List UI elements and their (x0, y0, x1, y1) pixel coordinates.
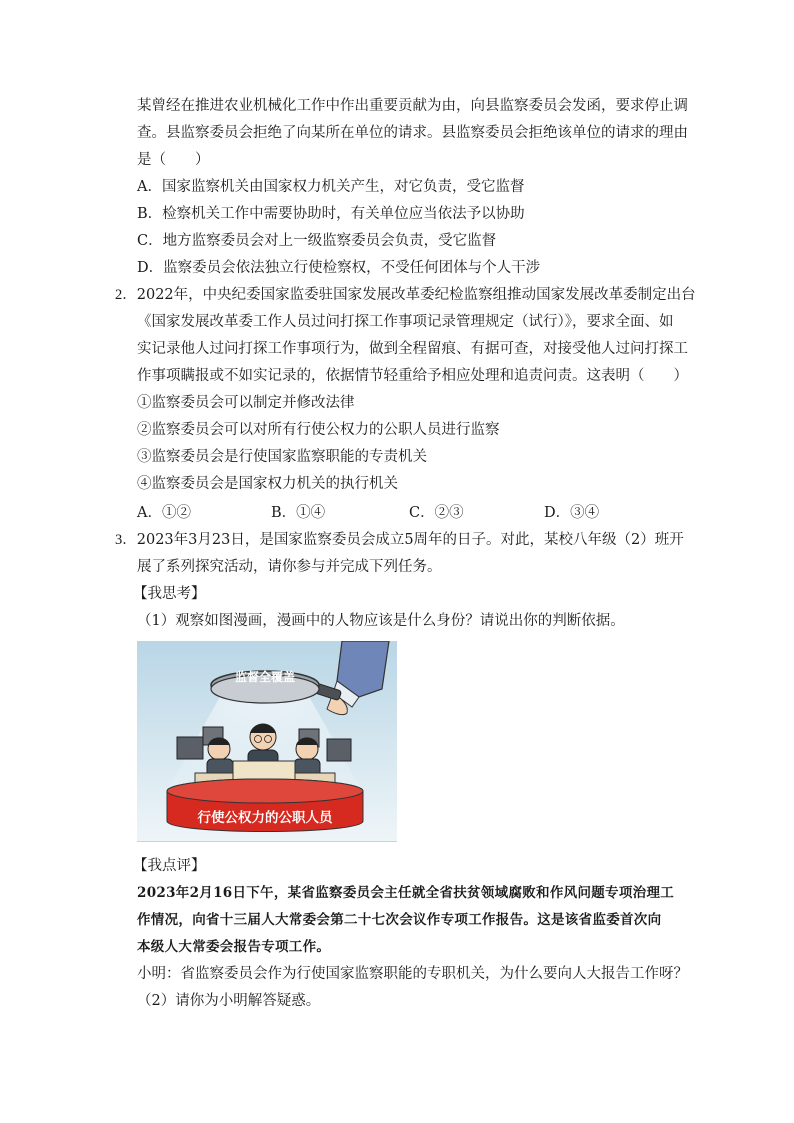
q3-number: 3． (115, 532, 137, 548)
q3-task-2: （2）请你为小明解答疑惑。 (137, 993, 321, 1009)
q1-option-c: C．地方监察委员会对上一级监察委员会负责，受它监督 (137, 233, 497, 249)
q3-stem-text-1: 2023年3月23日，是国家监察委员会成立5周年的日子。对此，某校八年级（2）班开 (136, 532, 684, 548)
q2-choice-c: C．②③ (409, 505, 464, 521)
q2-statement-1: ①监察委员会可以制定并修改法律 (137, 395, 355, 411)
supervision-cartoon (137, 641, 397, 842)
q3-task-1: （1）观察如图漫画，漫画中的人物应该是什么身份？请说出你的判断依据。 (137, 613, 625, 629)
q2-choices (137, 503, 607, 523)
q3-section-comment: 【我点评】 (133, 858, 206, 874)
q3-stem-line-1 (115, 530, 684, 550)
magnifier-text: 监督全覆盖 (234, 670, 296, 684)
q3-stem-line-2: 展了系列探究活动，请你参与并完成下列任务。 (137, 559, 442, 575)
q1-stem-line-2: 查。县监察委员会拒绝了向某所在单位的请求。县监察委员会拒绝该单位的请求的理由 (137, 125, 688, 141)
q3-xiaoming-question: 小明：省监察委员会作为行使国家监察职能的专职机关，为什么要向人大报告工作呀？ (137, 966, 688, 982)
q3-material-line-2: 作情况，向省十三届人大常委会第二十七次会议作专项工作报告。这是该省监委首次向 (137, 912, 662, 928)
q2-choice-a: A．①② (137, 505, 191, 521)
q2-choice-b: B．①④ (271, 505, 326, 521)
q3-section-think: 【我思考】 (133, 586, 206, 602)
q1-stem-line-1: 某曾经在推进农业机械化工作中作出重要贡献为由，向县监察委员会发函，要求停止调 (137, 98, 688, 114)
q2-statement-2: ②监察委员会可以对所有行使公权力的公职人员进行监察 (137, 422, 500, 438)
q2-stem-line-4: 作事项瞒报或不如实记录的，依据情节轻重给予相应处理和追责问责。这表明（ ） (137, 368, 688, 384)
q1-option-d: D．监察委员会依法独立行使检察权，不受任何团体与个人干涉 (137, 260, 541, 276)
q2-stem-line-2: 《国家发展改革委工作人员过问打探工作事项记录管理规定（试行）》，要求全面、如 (137, 314, 674, 330)
q2-stem-text-1: 2022年，中央纪委国家监委驻国家发展改革委纪检监察组推动国家发展改革委制定出台 (136, 287, 696, 303)
q2-stem-line-3: 实记录他人过问打探工作事项行为，做到全程留痕、有据可查，对接受他人过问打探工 (137, 341, 688, 357)
q2-statement-4: ④监察委员会是国家权力机关的执行机关 (137, 476, 398, 492)
q2-statement-3: ③监察委员会是行使国家监察职能的专责机关 (137, 449, 427, 465)
base-text: 行使公权力的公职人员 (197, 810, 333, 826)
q3-material-line-3: 本级人大常委会报告专项工作。 (137, 939, 331, 955)
q1-option-a: A．国家监察机关由国家权力机关产生，对它负责，受它监督 (137, 179, 525, 195)
q3-material-line-1: 2023年2月16日下午，某省监察委员会主任就全省扶贫领域腐败和作风问题专项治理工 (137, 885, 675, 901)
q2-choice-d: D．③④ (544, 505, 600, 521)
q1-option-b: B．检察机关工作中需要协助时，有关单位应当依法予以协助 (137, 206, 525, 222)
q2-number: 2． (115, 287, 137, 303)
q1-stem-line-3: 是（ ） (137, 152, 210, 168)
q2-stem-line-1 (115, 285, 696, 305)
